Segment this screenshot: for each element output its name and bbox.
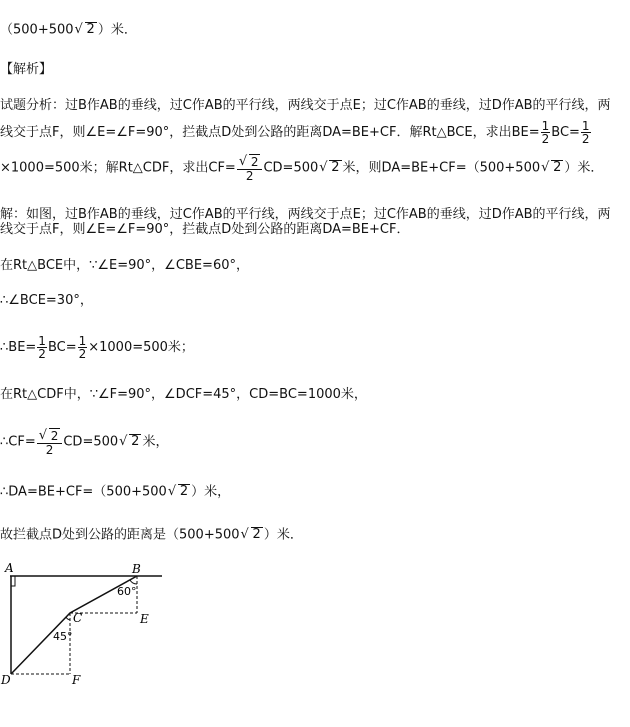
sqrt-2: √ 2 [74, 22, 95, 37]
analysis-line-2: 线交于点F，则∠E=∠F=90°，拦截点D处到公路的距离DA=BE+CF．解Rt△BCE，求出BE= $\frac{1}{2}$ BC= $\frac{1}{2}$ [0, 119, 590, 146]
fraction-half: $\frac{1}{2}$ [38, 334, 46, 361]
label-f: F [72, 673, 81, 687]
solution-line-6: 在Rt△CDF中，∵∠F=90°，∠DCF=45°，CD=BC=1000米， [0, 387, 367, 402]
solution-line-8: ∴DA=BE+CF=（500+500 √ 2 ）米， [0, 484, 231, 500]
solution-line-3: 在Rt△BCE中，∵∠E=90°，∠CBE=60°， [0, 258, 249, 273]
label-a: A [5, 561, 14, 575]
analysis-heading: 【解析】 [0, 62, 53, 77]
answer-text: （500+500 [0, 22, 74, 38]
fraction-half: $\frac{1}{2}$ [541, 119, 550, 146]
label-angle-60: 60° [117, 585, 137, 598]
solution-line-5: ∴BE= $\frac{1}{2}$ BC= $\frac{1}{2}$ ×1000=500米； [0, 334, 194, 361]
label-c: C [73, 611, 83, 625]
analysis-line-3: ×1000=500米；解Rt△CDF，求出CF= √ 2 2 CD=500 √ 2 米，则DA=BE+CF=（500+500 √ 2 ）米． [0, 154, 604, 183]
solution-line-9: 故拦截点D处到公路的距离是（500+500 √ 2 ）米． [0, 527, 303, 543]
solution-line-4: ∴∠BCE=30°， [0, 293, 93, 308]
label-angle-45: 45° [53, 630, 73, 643]
sqrt-2: √ 2 [541, 160, 562, 175]
fraction-root2-over-2: √ 2 2 [37, 428, 63, 456]
sqrt-2: √ 2 [319, 160, 340, 175]
solution-line-7: ∴CF= √ 2 2 CD=500 √ 2 米， [0, 428, 169, 457]
solution-line-1: 解：如图，过B作AB的垂线，过C作AB的平行线，两线交于点E；过C作AB的垂线，过D作AB的平行线，两 [0, 207, 611, 222]
angle-arc-60 [130, 580, 137, 584]
answer-line [0, 22, 137, 39]
sqrt-2: √ 2 [119, 434, 140, 449]
label-b: B [132, 562, 141, 576]
analysis-line-1: 试题分析：过B作AB的垂线，过C作AB的平行线，两线交于点E；过C作AB的垂线，过D作AB的平行线，两 [0, 98, 611, 113]
sqrt-2: √ 2 [167, 484, 189, 499]
solution-line-2: 线交于点F，则∠E=∠F=90°，拦截点D处到公路的距离DA=BE+CF． [0, 222, 410, 237]
label-e: E [140, 612, 149, 626]
fraction-half: $\frac{1}{2}$ [78, 334, 87, 361]
fraction-root2-over-2: √ 2 2 [237, 154, 263, 182]
fraction-half: $\frac{1}{2}$ [581, 119, 590, 146]
angle-arc-45 [66, 617, 70, 620]
label-d: D [1, 673, 11, 687]
answer-unit: ）米． [97, 22, 137, 38]
sqrt-2: √ 2 [240, 527, 261, 542]
geometry-figure [0, 560, 170, 687]
